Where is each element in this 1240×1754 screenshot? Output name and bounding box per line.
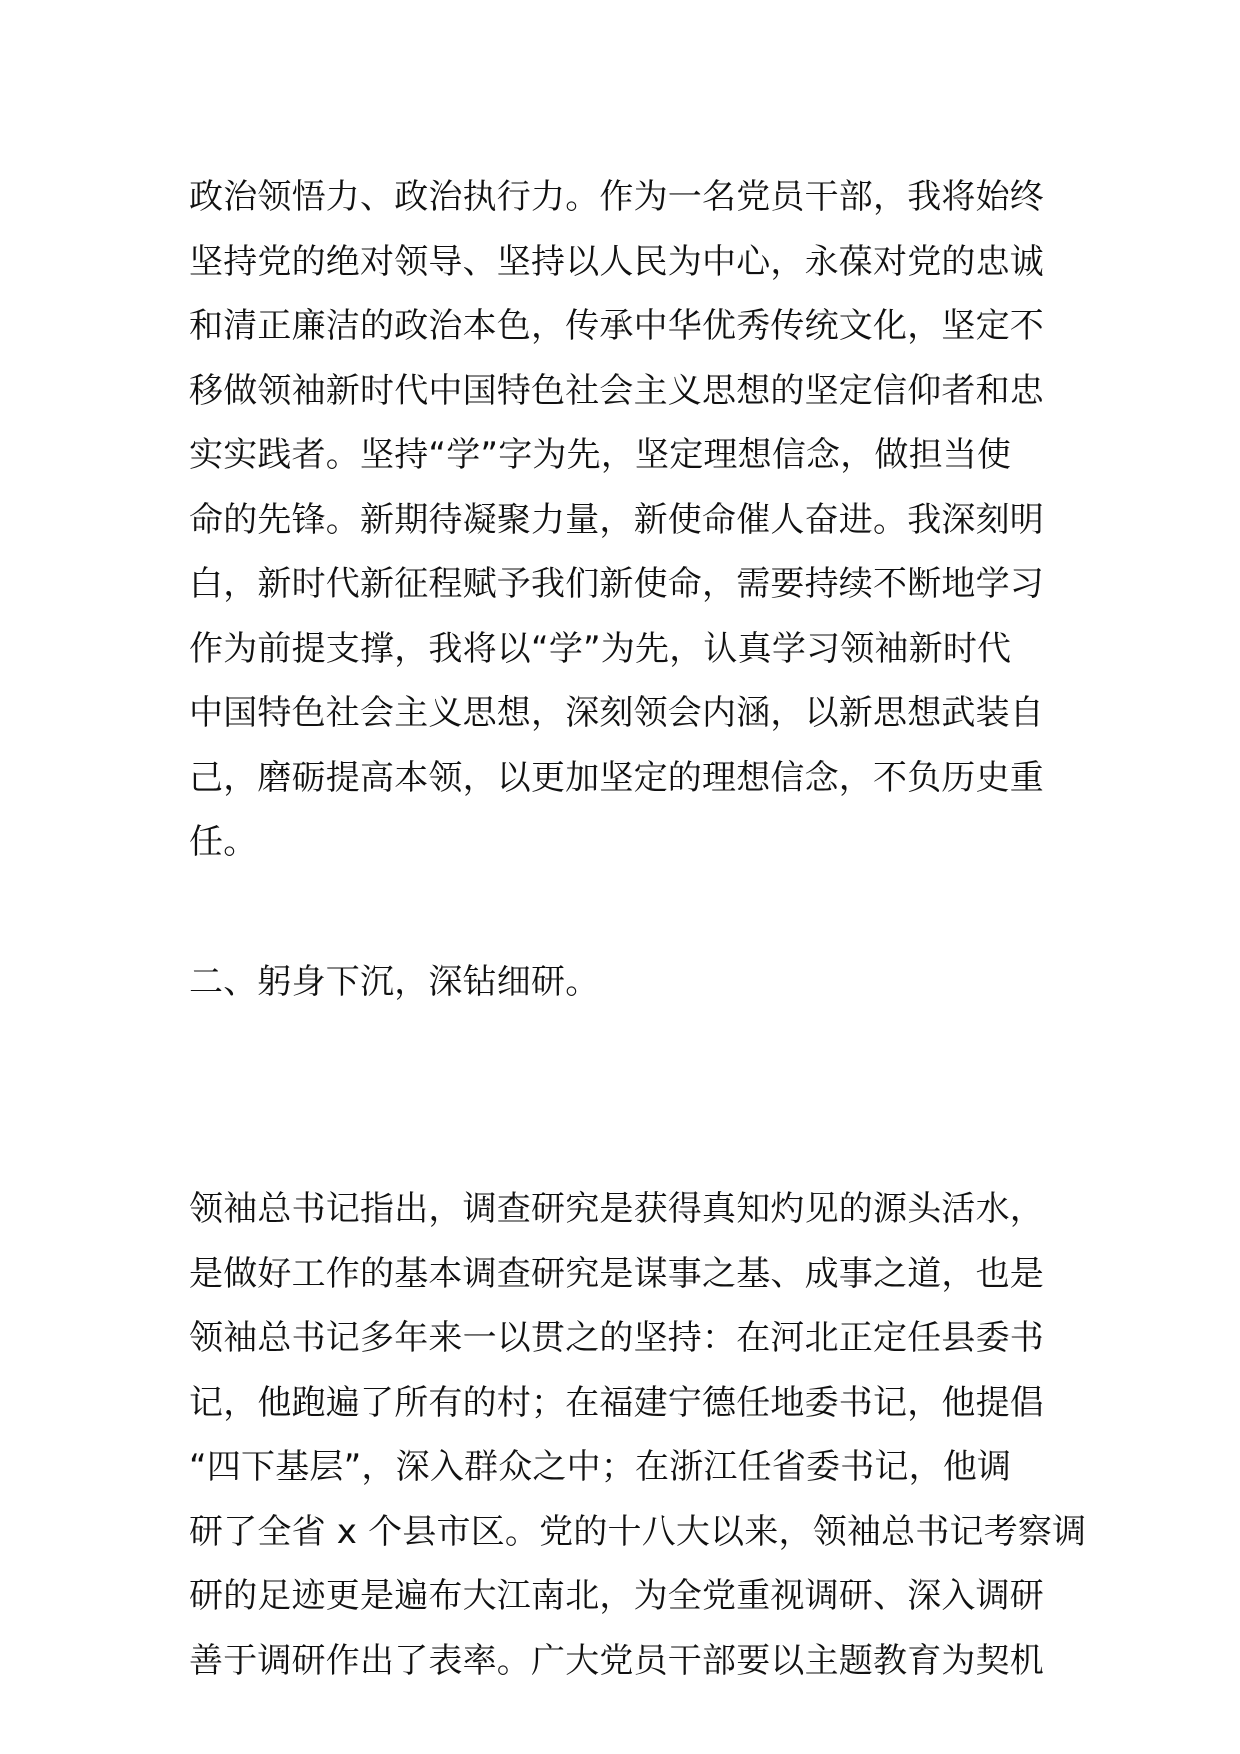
paragraph-line: 中国特色社会主义思想，深刻领会内涵，以新思想武装自 bbox=[189, 693, 1044, 733]
paragraph-line: 作为前提支撑，我将以“学”为先，认真学习领袖新时代 bbox=[189, 628, 1012, 669]
paragraph-line: 坚持党的绝对领导、坚持以人民为中心，永葆对党的忠诚 bbox=[189, 241, 1044, 282]
section-heading-text: 二、躬身下沉，深钻细研。 bbox=[189, 962, 600, 1002]
paragraph-line: 研了全省 x 个县市区。党的十八大以来，领袖总书记考察调 bbox=[189, 1511, 1087, 1552]
paragraph-line: 领袖总书记多年来一以贯之的坚持：在河北正定任县委书 bbox=[189, 1318, 1044, 1358]
paragraph-line: 白，新时代新征程赋予我们新使命，需要持续不断地学习 bbox=[189, 564, 1044, 604]
section-heading bbox=[189, 950, 1063, 1015]
paragraph-line: 实实践者。坚持“学”字为先，坚定理想信念，做担当使 bbox=[189, 435, 1012, 475]
paragraph-line: 移做领袖新时代中国特色社会主义思想的坚定信仰者和忠 bbox=[189, 370, 1044, 411]
paragraph-line: 领袖总书记指出，调查研究是获得真知灼见的源头活水， bbox=[189, 1189, 1044, 1229]
paragraph-1 bbox=[189, 165, 1063, 875]
paragraph-line: 和清正廉洁的政治本色，传承中华优秀传统文化，坚定不 bbox=[189, 306, 1044, 346]
paragraph-line: 是做好工作的基本调查研究是谋事之基、成事之道，也是 bbox=[189, 1253, 1044, 1294]
paragraph-line: 研的足迹更是遍布大江南北，为全党重视调研、深入调研 bbox=[189, 1576, 1044, 1616]
paragraph-line: 命的先锋。新期待凝聚力量，新使命催人奋进。我深刻明 bbox=[189, 499, 1044, 540]
paragraph-line: 己，磨砺提高本领，以更加坚定的理想信念，不负历史重 bbox=[189, 757, 1044, 798]
paragraph-2 bbox=[189, 1177, 1087, 1693]
paragraph-line: 政治领悟力、政治执行力。作为一名党员干部，我将始终 bbox=[189, 177, 1044, 217]
paragraph-line: 记，他跑遍了所有的村；在福建宁德任地委书记，他提倡 bbox=[189, 1382, 1044, 1423]
paragraph-line: 任。 bbox=[189, 822, 258, 862]
paragraph-line: 善于调研作出了表率。广大党员干部要以主题教育为契机 bbox=[189, 1640, 1044, 1681]
paragraph-line: “四下基层”，深入群众之中；在浙江任省委书记，他调 bbox=[189, 1447, 1012, 1487]
